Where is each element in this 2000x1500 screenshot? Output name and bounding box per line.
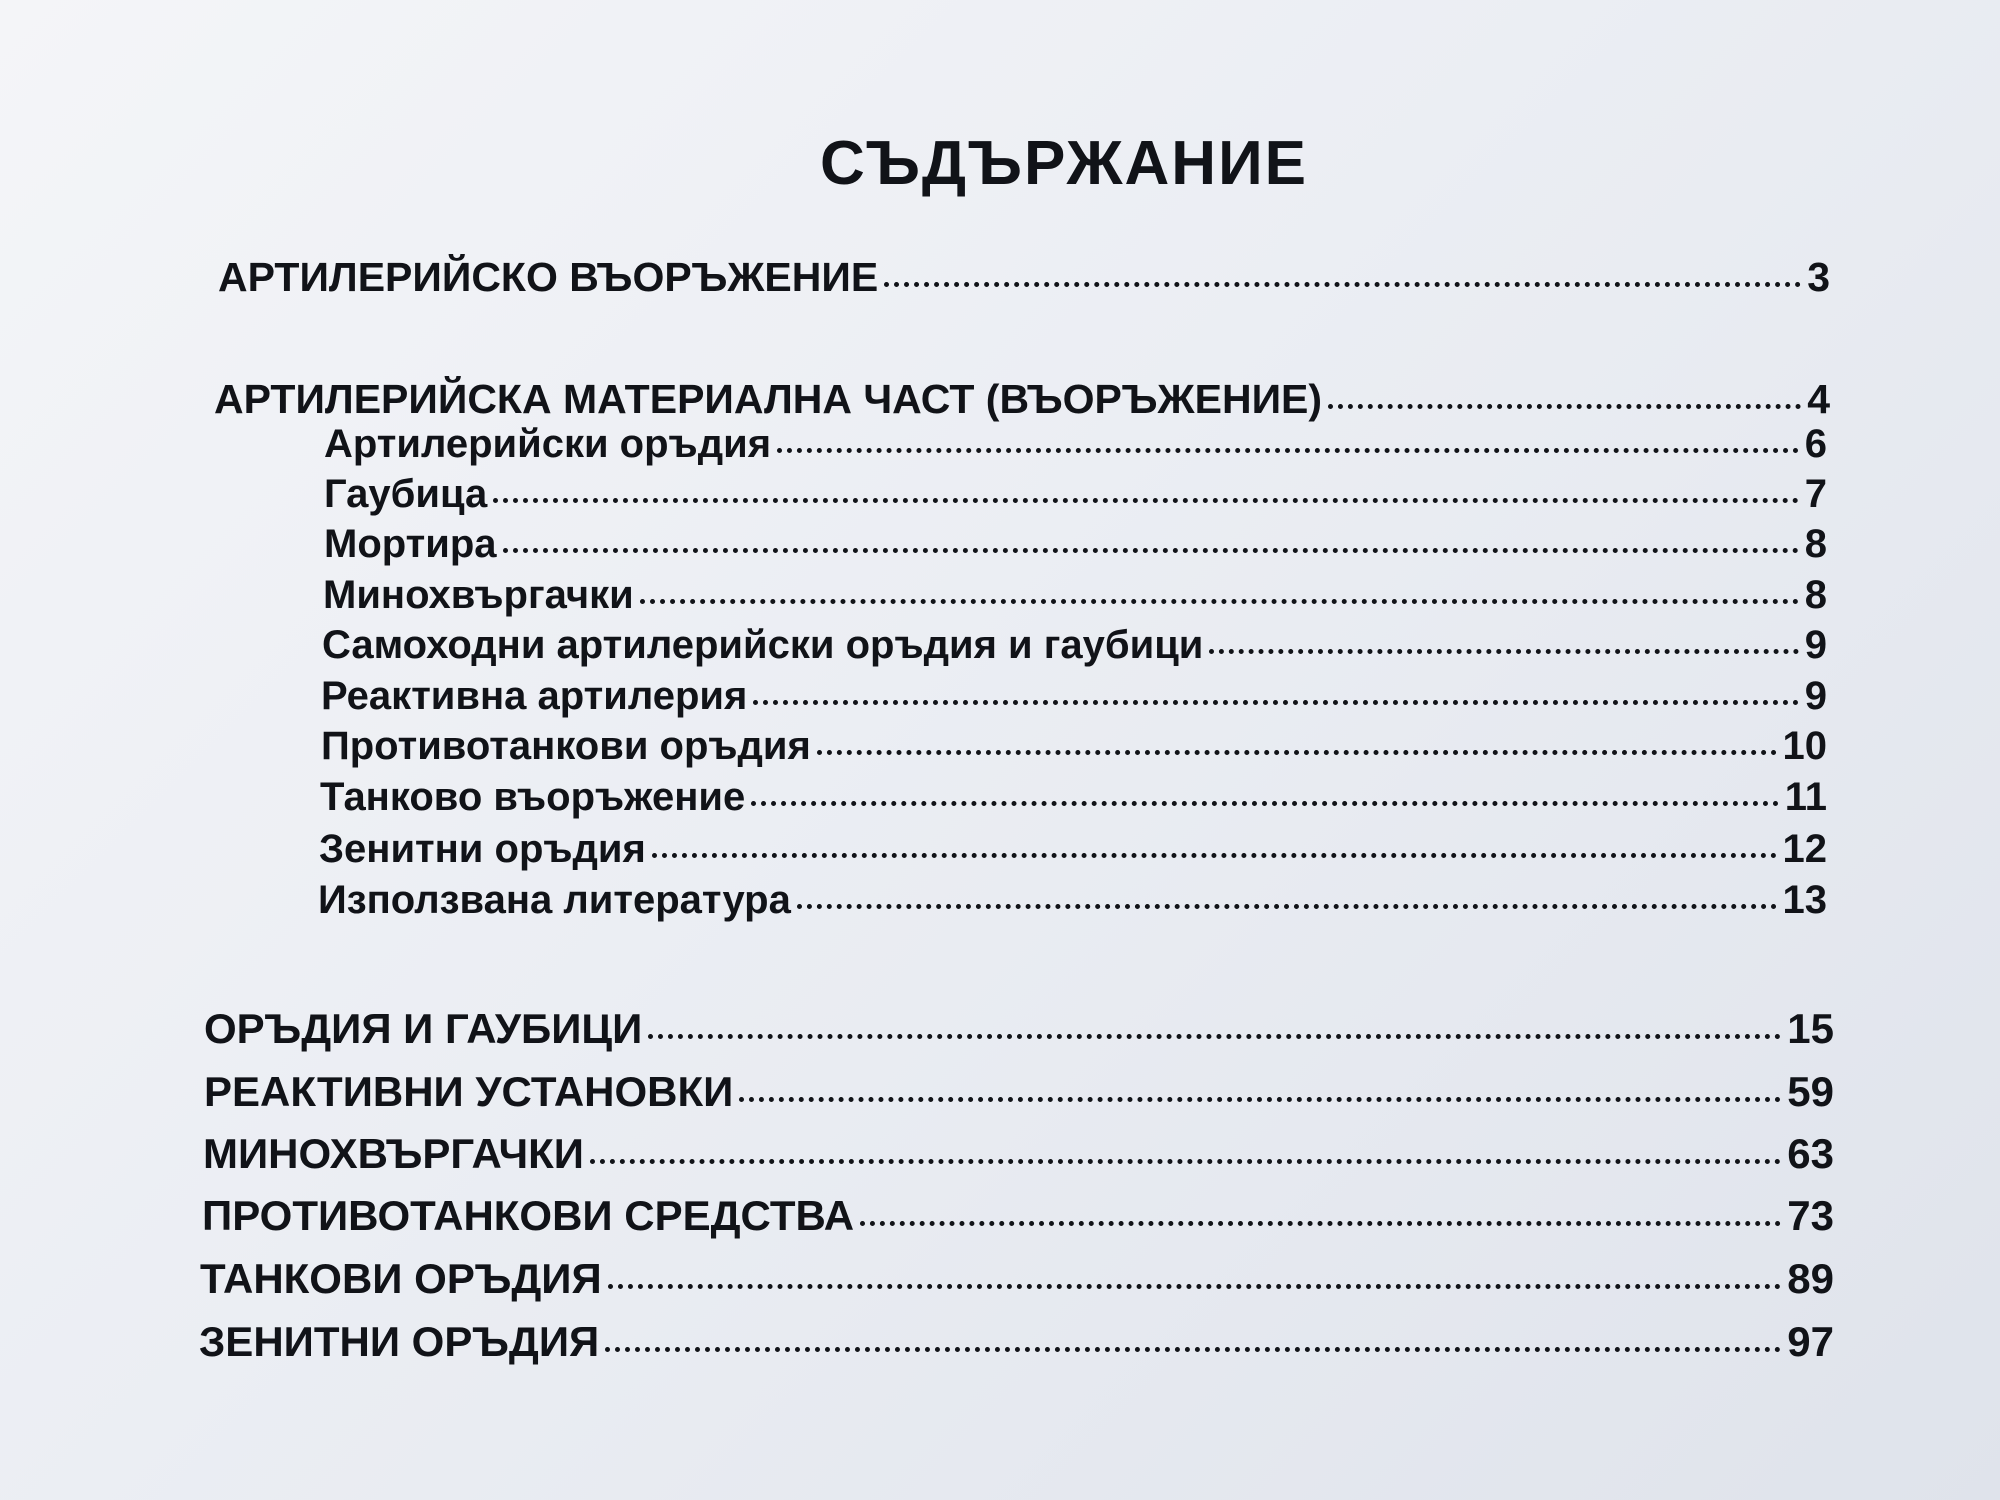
toc-chapter-page: 63 — [1787, 1130, 1834, 1177]
toc-chapter — [204, 1068, 1834, 1116]
toc-chapter — [202, 1192, 1834, 1240]
dot-leader — [884, 282, 1801, 287]
dot-leader — [797, 904, 1777, 909]
toc-chapter-label: МИНОХВЪРГАЧКИ — [203, 1130, 584, 1177]
toc-chapter-label: ПРОТИВОТАНКОВИ СРЕДСТВА — [202, 1192, 855, 1239]
toc-subsection-page: 11 — [1784, 775, 1827, 819]
dot-leader — [493, 498, 1798, 503]
toc-subsection-page: 12 — [1782, 827, 1827, 871]
toc-subsection-label: Танково въоръжение — [320, 775, 746, 819]
toc-subsection-page: 6 — [1804, 422, 1827, 466]
dot-leader — [753, 700, 1798, 705]
toc-subsection — [324, 522, 1827, 567]
toc-subsection-page: 9 — [1804, 623, 1827, 667]
toc-subsection-label: Гаубица — [324, 472, 488, 516]
toc-subsection-label: Противотанкови оръдия — [321, 724, 811, 768]
toc-chapter-page: 15 — [1787, 1005, 1834, 1052]
toc-subsection-page: 10 — [1782, 724, 1827, 768]
toc-subsection-label: Зенитни оръдия — [319, 827, 646, 871]
dot-leader — [590, 1159, 1781, 1164]
toc-subsection-label: Самоходни артилерийски оръдия и гаубици — [322, 623, 1204, 667]
dot-leader — [503, 548, 1799, 553]
dot-leader — [1328, 404, 1801, 409]
dot-leader — [1209, 649, 1798, 654]
toc-chapter — [199, 1318, 1834, 1366]
toc-section-page: 4 — [1807, 376, 1830, 422]
toc-chapter-page: 73 — [1787, 1192, 1834, 1239]
toc-chapter-label: ЗЕНИТНИ ОРЪДИЯ — [199, 1318, 600, 1365]
toc-section — [218, 254, 1830, 301]
toc-subsection-label: Мортира — [324, 522, 497, 566]
toc-chapter-label: ТАНКОВИ ОРЪДИЯ — [200, 1255, 602, 1302]
toc-subsection — [318, 878, 1827, 923]
toc-chapter-page: 97 — [1787, 1318, 1834, 1365]
toc-subsection-page: 8 — [1804, 522, 1827, 566]
toc-section-label: АРТИЛЕРИЙСКА МАТЕРИАЛНА ЧАСТ (ВЪОРЪЖЕНИЕ) — [214, 376, 1323, 422]
dot-leader — [648, 1034, 1781, 1039]
toc-subsection-label: Артилерийски оръдия — [324, 422, 772, 466]
toc-subsection — [321, 674, 1827, 719]
toc-subsection-page: 13 — [1782, 878, 1827, 922]
dot-leader — [605, 1347, 1781, 1352]
dot-leader — [652, 853, 1777, 858]
toc-subsection — [324, 422, 1827, 467]
toc-subsection — [321, 724, 1827, 769]
toc-subsection-page: 7 — [1804, 472, 1827, 516]
toc-chapter-page: 89 — [1787, 1255, 1834, 1302]
toc-subsection-label: Използвана литература — [318, 878, 791, 922]
toc-subsection-page: 9 — [1804, 674, 1827, 718]
toc-subsection — [319, 827, 1827, 872]
toc-section-label: АРТИЛЕРИЙСКО ВЪОРЪЖЕНИЕ — [218, 254, 879, 300]
toc-subsection — [323, 573, 1827, 618]
dot-leader — [739, 1097, 1781, 1102]
toc-chapter — [203, 1130, 1834, 1178]
toc-subsection — [322, 623, 1827, 668]
dot-leader — [608, 1284, 1782, 1289]
toc-subsection-label: Минохвъргачки — [323, 573, 634, 617]
toc-subsection-page: 8 — [1804, 573, 1827, 617]
toc-chapter-label: ОРЪДИЯ И ГАУБИЦИ — [204, 1005, 643, 1052]
dot-leader — [777, 448, 1799, 453]
dot-leader — [751, 801, 1778, 806]
toc-subsection — [324, 472, 1827, 517]
toc-chapter — [204, 1005, 1834, 1053]
dot-leader — [860, 1221, 1781, 1226]
toc-chapter-page: 59 — [1787, 1068, 1834, 1115]
toc-chapter — [200, 1255, 1834, 1303]
dot-leader — [817, 750, 1777, 755]
dot-leader — [640, 599, 1799, 604]
toc-section — [214, 376, 1830, 423]
toc-chapter-label: РЕАКТИВНИ УСТАНОВКИ — [204, 1068, 734, 1115]
toc-subsection-label: Реактивна артилерия — [321, 674, 748, 718]
toc-section-page: 3 — [1807, 254, 1830, 300]
toc-subsection — [320, 775, 1827, 820]
page-title: СЪДЪРЖАНИЕ — [820, 129, 1308, 198]
